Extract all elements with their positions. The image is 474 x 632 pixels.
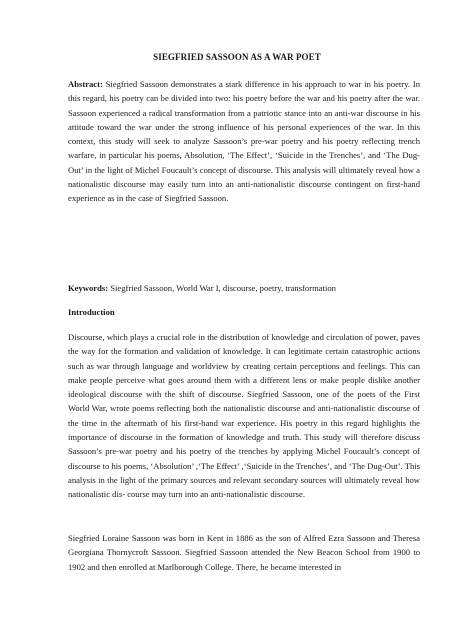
keywords-text: Siegfried Sassoon, World War I, discourse, poetry, transformation	[110, 283, 336, 293]
introduction-heading: Introduction	[68, 307, 115, 317]
paper-title: SIEGFRIED SASSOON AS A WAR POET	[153, 52, 321, 62]
introduction-paragraph-1: Discourse, which plays a crucial role in the distribution of knowledge and circulation of power, paves the way for the formation and validation of knowledge. It can legitimate certain catastrophic actions such as war through language and worldview by creating certain perceptions and feelings. This can make people perceive what goes around them with a different lens or make people dislike another ideological discourse with the shift of discourse. Siegfried Sassoon, one of the poets of the First World War, wrote poems reflecting both the nationalistic discourse and anti-nationalistic discourse of the time in the aftermath of his first-hand war experience. His poetry in this regard highlights the importance of discourse in the formation of knowledge and truth. This study will therefore discuss Sassoon’s pre-war poetry and his poetry of the trenches by applying Michel Foucault’s concept of discourse to his poems, ‘Absolution’ ,‘The Effect’ ,‘Suicide in the Trenches’, and ‘The Dug-Out’. This analysis in the light of the primary sources and relevant secondary sources will ultimately reveal how nationalistic dis- course may turn into an anti-nationalistic discourse.	[68, 332, 420, 500]
abstract-paragraph	[68, 77, 420, 206]
abstract-label: Abstract:	[68, 79, 103, 89]
introduction-paragraph-2: Siegfried Loraine Sassoon was born in Kent in 1886 as the son of Alfred Ezra Sassoon and Theresa Georgiana Thornycroft Sassoon. Siegfried Sassoon attended the New Beacon School from 1900 to 1902 and then enrolled at Marlborough College. There, he became interested in	[68, 533, 420, 572]
abstract-text: Siegfried Sassoon demonstrates a stark difference in his approach to war in his poetry. In this regard, his poetry can be divided into two: his poetry before the war and his poetry after the war. Sassoon experienced a radical transformation from a patriotic stance into an anti-war discourse in his attitude toward the war under the strong influence of his personal experiences of the war. In this context, this study will seek to analyze Sassoon’s pre-war poetry and his poetry reflecting trench warfare, in particular his poems, Absolution, ‘The Effect’, ‘Suicide in the Trenches’, and ‘The Dug-Out’ in the light of Michel Foucault’s concept of discourse. This analysis will ultimately reveal how a nationalistic discourse may easily turn into an anti-nationalistic discourse contingent on first-hand experience as in the case of Siegfried Sassoon.	[68, 79, 420, 204]
keywords-label: Keywords:	[68, 283, 109, 293]
keywords-paragraph	[68, 281, 420, 295]
